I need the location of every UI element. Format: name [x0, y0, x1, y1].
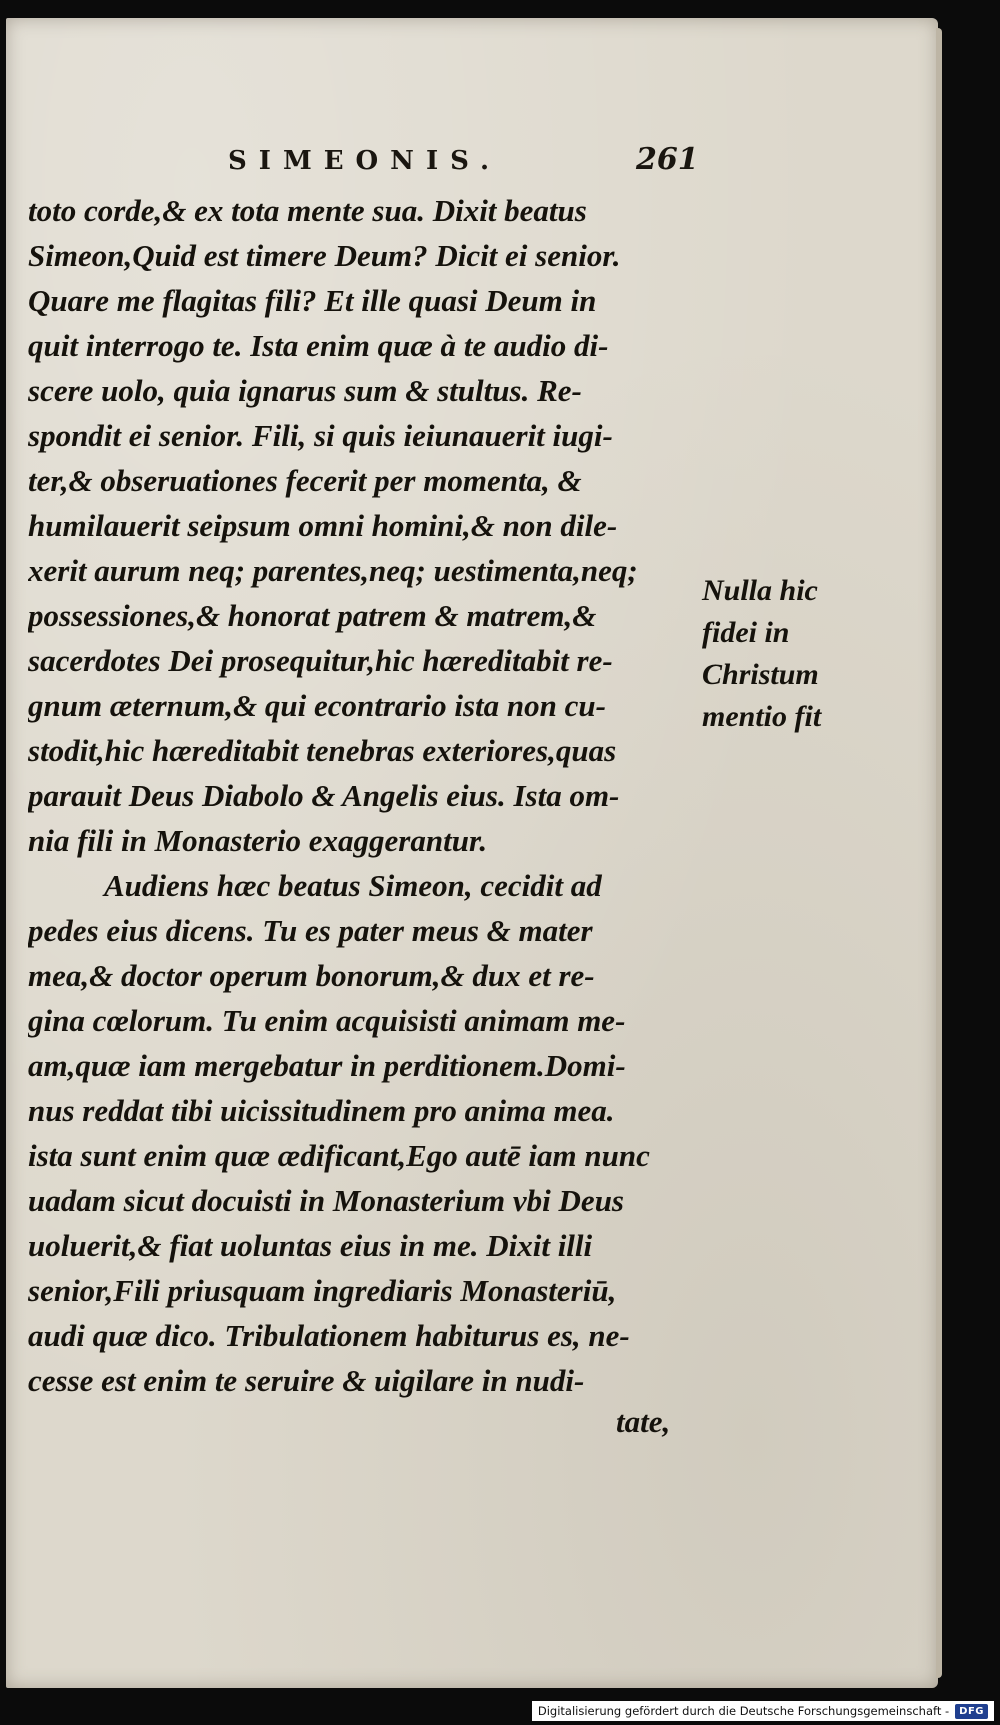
marginal-note-line: Nulla hic: [702, 574, 818, 607]
text-line: parauit Deus Diabolo & Angelis eius. Ista om-: [28, 778, 620, 813]
marginal-note-line: mentio fit: [702, 700, 822, 733]
text-line: humilauerit seipsum omni homini,& non dile-: [28, 508, 618, 543]
text-line: quit interrogo te. Ista enim quæ à te audio di-: [28, 328, 609, 363]
text-line: ter,& obseruationes fecerit per momenta, &: [28, 463, 582, 498]
catchword: tate,: [616, 1404, 671, 1439]
text-line: xerit aurum neq; parentes,neq; uestimenta,neq;: [28, 553, 638, 588]
text-line: Simeon,Quid est timere Deum? Dicit ei senior.: [28, 238, 621, 273]
text-line: toto corde,& ex tota mente sua. Dixit beatus: [28, 193, 587, 228]
text-line: gina cœlorum. Tu enim acquisisti animam me-: [28, 1003, 626, 1038]
text-line: cesse est enim te seruire & uigilare in nudi-: [28, 1363, 585, 1398]
running-head: SIMEONIS.: [228, 146, 502, 176]
text-line: audi quæ dico. Tribulationem habiturus es, ne-: [28, 1318, 630, 1353]
text-line: mea,& doctor operum bonorum,& dux et re-: [28, 958, 595, 993]
text-line: ista sunt enim quæ ædificant,Ego autē iam nunc: [28, 1138, 650, 1173]
footer-credit-text: Digitalisierung gefördert durch die Deutsche Forschungsgemeinschaft -: [537, 1704, 950, 1718]
text-line: nus reddat tibi uicissitudinem pro anima mea.: [28, 1093, 615, 1128]
text-line: pedes eius dicens. Tu es pater meus & mater: [28, 913, 593, 948]
text-line: uadam sicut docuisti in Monasterium vbi Deus: [28, 1183, 624, 1218]
text-line: sacerdotes Dei prosequitur,hic hæreditabit re-: [28, 643, 613, 678]
footer-credit-bar: [532, 1701, 994, 1721]
body-text: [28, 188, 688, 1403]
text-line: gnum æternum,& qui econtrario ista non cu-: [28, 688, 606, 723]
text-line: Audiens hæc beatus Simeon, cecidit ad: [104, 868, 602, 903]
marginal-note-line: Christum: [702, 658, 819, 691]
text-line: spondit ei senior. Fili, si quis ieiunauerit iugi-: [28, 418, 613, 453]
text-line: Quare me flagitas fili? Et ille quasi Deum in: [28, 283, 597, 318]
text-line: uoluerit,& fiat uoluntas eius in me. Dixit illi: [28, 1228, 593, 1263]
dfg-logo: DFG: [955, 1704, 988, 1719]
text-line: senior,Fili priusquam ingrediaris Monasteriū,: [28, 1273, 617, 1308]
text-line: am,quæ iam mergebatur in perditionem.Domi-: [28, 1048, 626, 1083]
page-number: 261: [636, 142, 699, 177]
marginal-note: [702, 570, 821, 738]
text-line: stodit,hic hæreditabit tenebras exteriores,quas: [28, 733, 617, 768]
text-line: possessiones,& honorat patrem & matrem,&: [28, 598, 597, 633]
page-edge: [936, 28, 942, 1678]
marginal-note-line: fidei in: [702, 616, 790, 649]
text-line: scere uolo, quia ignarus sum & stultus. Re-: [28, 373, 582, 408]
book-page: [6, 18, 938, 1688]
text-line: nia fili in Monasterio exaggerantur.: [28, 823, 488, 858]
